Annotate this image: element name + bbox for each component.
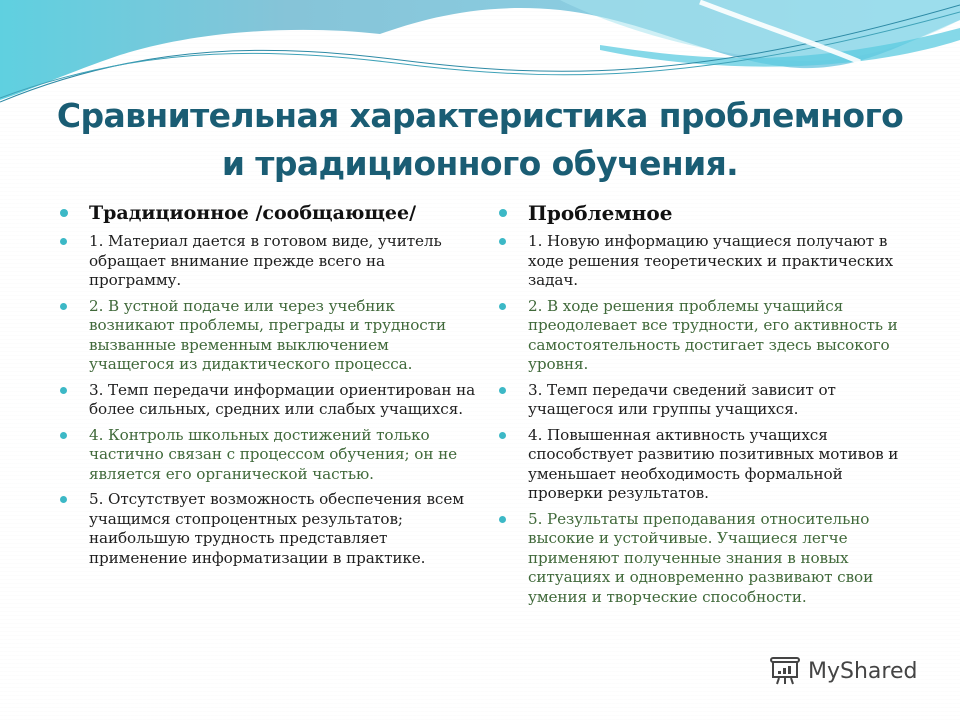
bullet-icon [60, 496, 67, 503]
bullet-icon [499, 432, 506, 439]
bullet-icon [60, 303, 67, 310]
traditional-heading: Традиционное /сообщающее/ [58, 200, 478, 226]
title-line-2: и традиционного обучения. [221, 144, 739, 183]
list-item: 3. Темп передачи сведений зависит от учащегося или группы учащихся. [497, 381, 917, 420]
list-item: 1. Материал дается в готовом виде, учитель обращает внимание прежде всего на программу. [58, 232, 478, 291]
problem-heading: Проблемное [497, 200, 917, 226]
list-item: 2. В устной подаче или через учебник возникают проблемы, преграды и трудности вызванные временным выключением учащегося из дидактического процесса. [58, 297, 478, 375]
bullet-icon [499, 516, 506, 523]
bullet-icon [499, 303, 506, 310]
myshared-watermark [768, 656, 917, 686]
bullet-icon [499, 209, 507, 217]
problem-list [497, 200, 917, 607]
problem-column [497, 200, 917, 613]
bullet-icon [60, 432, 67, 439]
list-item: 1. Новую информацию учащиеся получают в ходе решения теоретических и практических задач. [497, 232, 917, 291]
slide-title [0, 92, 960, 188]
list-item: 2. В ходе решения проблемы учащийся преодолевает все трудности, его активность и самостоятельность достигает здесь высокого уровня. [497, 297, 917, 375]
title-line-1: Сравнительная характеристика проблемного [56, 96, 904, 135]
bullet-icon [499, 387, 506, 394]
bullet-icon [60, 238, 67, 245]
traditional-column [58, 200, 478, 574]
list-item: 5. Результаты преподавания относительно высокие и устойчивые. Учащиеся легче применяют полученные знания в новых ситуациях и одновременно развивают свои умения и творческие способности. [497, 510, 917, 608]
list-item: 4. Повышенная активность учащихся способствует развитию позитивных мотивов и уменьшает необходимость формальной проверки результатов. [497, 426, 917, 504]
list-item: 5. Отсутствует возможность обеспечения всем учащимся стопроцентных результатов; наибольшую трудность представляет применение информатизации в практике. [58, 490, 478, 568]
bullet-icon [499, 238, 506, 245]
bullet-icon [60, 209, 68, 217]
watermark-label: MyShared [808, 658, 918, 684]
list-item: 4. Контроль школьных достижений только частично связан с процессом обучения; он не является его органической частью. [58, 426, 478, 485]
list-item: 3. Темп передачи информации ориентирован на более сильных, средних или слабых учащихся. [58, 381, 478, 420]
bullet-icon [60, 387, 67, 394]
traditional-list [58, 200, 478, 568]
presentation-board-icon [768, 656, 802, 686]
